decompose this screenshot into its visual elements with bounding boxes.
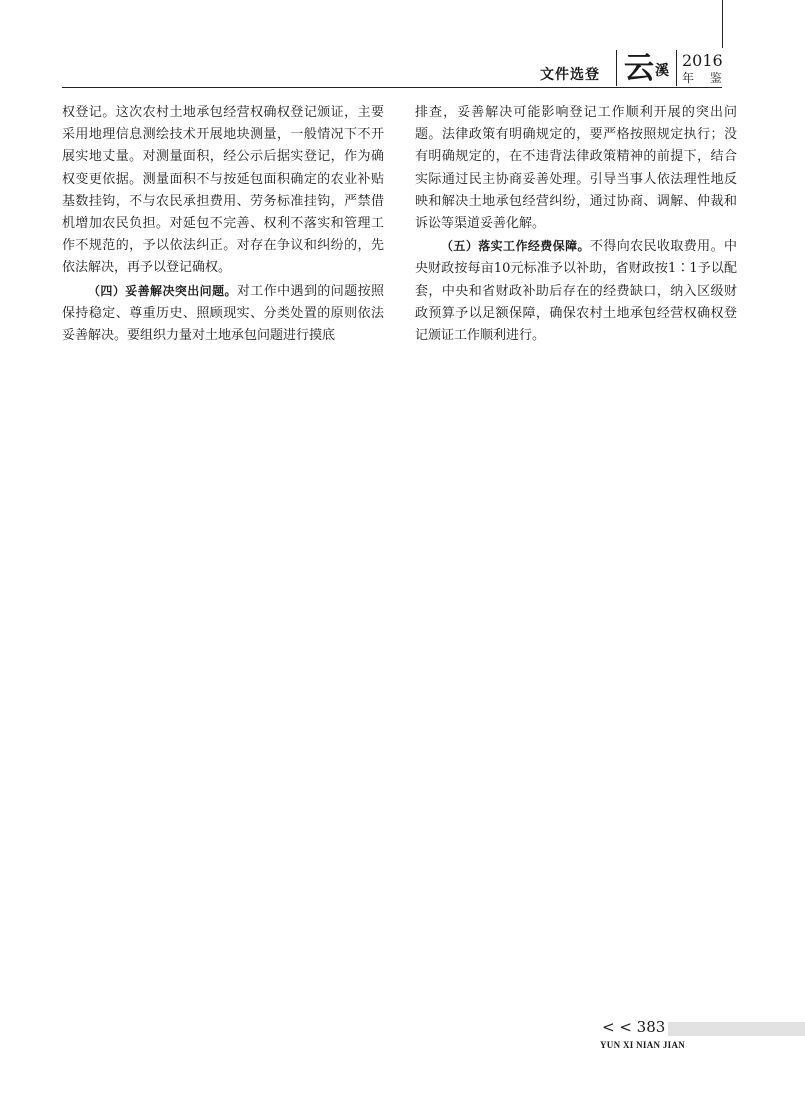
section-heading: （五）落实工作经费保障。 [441, 239, 590, 254]
yearbook-logo-yun: 云 [624, 51, 654, 86]
paragraph [415, 235, 737, 347]
header-top-vertical-rule [722, 0, 723, 48]
left-column [62, 102, 384, 347]
paragraph-text: 不得向农民收取费用。中央财政按每亩10元标准予以补助，省财政按1∶1予以配套，中央和省财政补助后存在的经费缺口，纳入区级财政预算予以足额保障，确保农村土地承包经营权确权登记颁证工作顺利进行。 [415, 239, 737, 344]
yearbook-suffix: 年 鉴 [682, 71, 728, 85]
paragraph: 权登记。这次农村土地承包经营权确权登记颁证，主要采用地理信息测绘技术开展地块测量，一般情况下不开展实地丈量。对测量面积，经公示后据实登记，作为确权变更依据。测量面积不与按延包面积确定的农业补贴基数挂钩，不与农民承担费用、劳务标准挂钩，严禁借机增加农民负担。对延包不完善、权利不落实和管理工作不规范的，予以依法纠正。对存在争议和纠纷的，先依法解决，再予以登记确权。 [62, 105, 384, 276]
section-label: 文件选登 [540, 67, 600, 83]
paragraph: 排查，妥善解决可能影响登记工作顺利开展的突出问题。法律政策有明确规定的，要严格按照规定执行；没有明确规定的，在不违背法律政策精神的前提下，结合实际通过民主协商妥善处理。引导当事人依法理性地反映和解决土地承包经营纠纷，通过协商、调解、仲裁和诉讼等渠道妥善化解。 [415, 105, 737, 232]
paragraph-text: 对工作中遇到的问题按照保持稳定、尊重历史、照顾现实、分类处置的原则依法妥善解决。要组织力量对土地承包问题进行摸底 [62, 283, 384, 344]
section-heading: （四）妥善解决突出问题。 [88, 283, 237, 298]
header-rule [62, 87, 722, 88]
footer-subtitle: YUN XI NIAN JIAN [600, 1040, 686, 1050]
yearbook-year: 2016 [682, 51, 723, 70]
page-number: < < 383 [602, 1018, 666, 1036]
paragraph [62, 280, 384, 348]
yearbook-logo-xi: 溪 [655, 63, 669, 79]
header-separator [616, 50, 617, 86]
right-column [415, 102, 737, 347]
header-separator [676, 50, 677, 86]
footer-bar [668, 1022, 805, 1036]
